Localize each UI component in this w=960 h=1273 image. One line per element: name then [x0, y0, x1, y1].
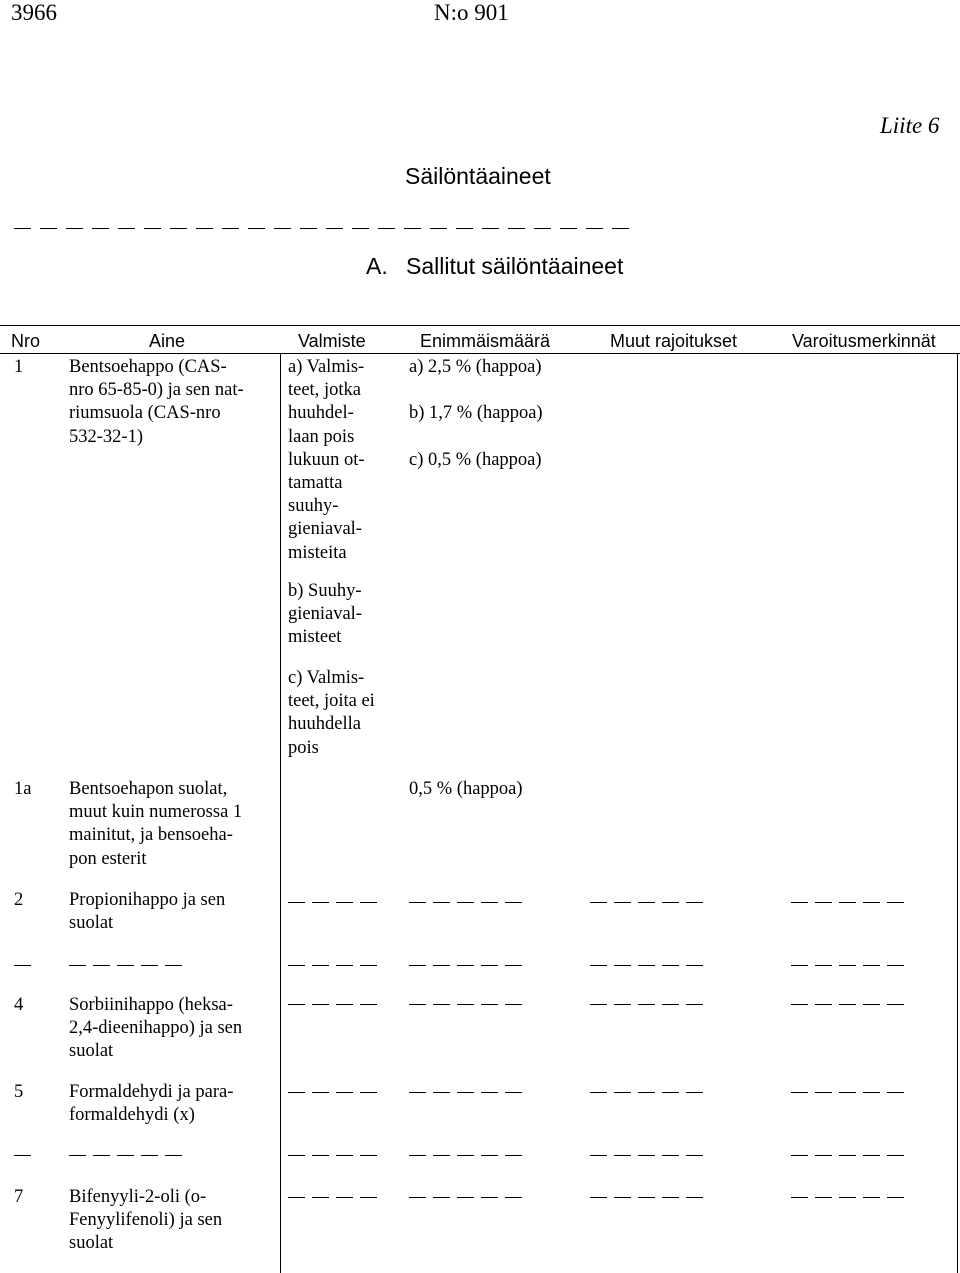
- column-header-valmiste: Valmiste: [298, 331, 366, 351]
- row-7-nro: 7: [14, 1187, 24, 1207]
- annex-label: Liite 6: [880, 113, 940, 138]
- row-1-nro: 1: [14, 357, 24, 377]
- row-7-muut-rajoitukset-dashes: [590, 1197, 703, 1198]
- column-header-aine: Aine: [149, 331, 186, 351]
- column-header-varoitusmerkinnat: Varoitusmerkinnät: [792, 331, 936, 351]
- row-1-max-c: c) 0,5 % (happoa): [409, 450, 542, 470]
- column-divider-right: [957, 353, 958, 1273]
- row-5-muut-rajoitukset-dashes: [590, 1092, 703, 1093]
- row-5-varoitusmerkinnat-dashes: [791, 1092, 904, 1093]
- table-top-rule: [0, 325, 960, 326]
- omitted-row-3-muut-rajoitukset-dashes: [590, 965, 703, 966]
- section-letter: A.: [366, 253, 388, 279]
- row-1-valmiste-b: b) Suuhy- gieniaval- misteet: [288, 581, 362, 648]
- document-title: Säilöntäaineet: [405, 163, 551, 189]
- row-7-varoitusmerkinnat-dashes: [791, 1197, 904, 1198]
- omitted-row-3-varoitusmerkinnat-dashes: [791, 965, 904, 966]
- section-title: Sallitut säilöntäaineet: [406, 253, 624, 279]
- column-header-enimmaismaara: Enimmäismäärä: [420, 331, 551, 351]
- table-header-rule: [0, 353, 960, 354]
- row-7-enimmaismaara-dashes: [409, 1197, 522, 1198]
- omitted-row-6-varoitusmerkinnat-dashes: [791, 1155, 904, 1156]
- row-1a-max: 0,5 % (happoa): [409, 779, 523, 799]
- row-1-valmiste-c: c) Valmis- teet, joita ei huuhdella pois: [288, 668, 375, 758]
- page-number: 3966: [11, 0, 57, 25]
- row-2-enimmaismaara-dashes: [409, 902, 522, 903]
- row-1-aine: Bentsoehappo (CAS- nro 65-85-0) ja sen nat- riumsuola (CAS-nro 532-32-1): [69, 357, 244, 447]
- row-2-nro: 2: [14, 890, 24, 910]
- omitted-row-3-enimmaismaara-dashes: [409, 965, 522, 966]
- omitted-row-6-valmiste-dashes: [288, 1155, 377, 1156]
- row-4-aine: Sorbiinihappo (heksa- 2,4-dieenihappo) ja sen suolat: [69, 995, 243, 1062]
- row-5-nro: 5: [14, 1082, 24, 1102]
- omitted-row-6-nro-dashes: [14, 1155, 31, 1156]
- row-4-nro: 4: [14, 995, 24, 1015]
- column-divider-valmiste: [280, 353, 281, 1273]
- column-header-nro: Nro: [11, 331, 41, 351]
- issue-number: N:o 901: [434, 0, 509, 25]
- row-2-aine: Propionihappo ja sen suolat: [69, 890, 226, 934]
- column-header-muut-rajoitukset: Muut rajoitukset: [610, 331, 738, 351]
- row-7-valmiste-dashes: [288, 1197, 377, 1198]
- row-2-valmiste-dashes: [288, 902, 377, 903]
- omitted-row-3-aine-dashes: [69, 965, 182, 966]
- omitted-row-3-valmiste-dashes: [288, 965, 377, 966]
- omitted-row-6-muut-rajoitukset-dashes: [590, 1155, 703, 1156]
- row-5-enimmaismaara-dashes: [409, 1092, 522, 1093]
- omitted-row-6-enimmaismaara-dashes: [409, 1155, 522, 1156]
- row-1-max-a: a) 2,5 % (happoa): [409, 357, 542, 377]
- row-4-muut-rajoitukset-dashes: [590, 1004, 703, 1005]
- row-2-muut-rajoitukset-dashes: [590, 902, 703, 903]
- row-1-max-b: b) 1,7 % (happoa): [409, 403, 543, 423]
- row-7-aine: Bifenyyli-2-oli (o- Fenyylifenoli) ja sen suolat: [69, 1187, 223, 1254]
- title-dashed-rule: [14, 228, 644, 229]
- row-1-valmiste-a: a) Valmis- teet, jotka huuhdel- laan pois lukuun ot- tamatta suuhy- gieniaval- misteita: [288, 357, 365, 563]
- row-1a-nro: 1a: [14, 779, 32, 799]
- omitted-row-3-nro-dashes: [14, 965, 31, 966]
- row-4-varoitusmerkinnat-dashes: [791, 1004, 904, 1005]
- row-2-varoitusmerkinnat-dashes: [791, 902, 904, 903]
- row-1a-aine: Bentsoehapon suolat, muut kuin numerossa 1 mainitut, ja bensoeha- pon esterit: [69, 779, 243, 869]
- omitted-row-6-aine-dashes: [69, 1155, 182, 1156]
- row-4-enimmaismaara-dashes: [409, 1004, 522, 1005]
- row-5-valmiste-dashes: [288, 1092, 377, 1093]
- row-5-aine: Formaldehydi ja para- formaldehydi (x): [69, 1082, 234, 1126]
- row-4-valmiste-dashes: [288, 1004, 377, 1005]
